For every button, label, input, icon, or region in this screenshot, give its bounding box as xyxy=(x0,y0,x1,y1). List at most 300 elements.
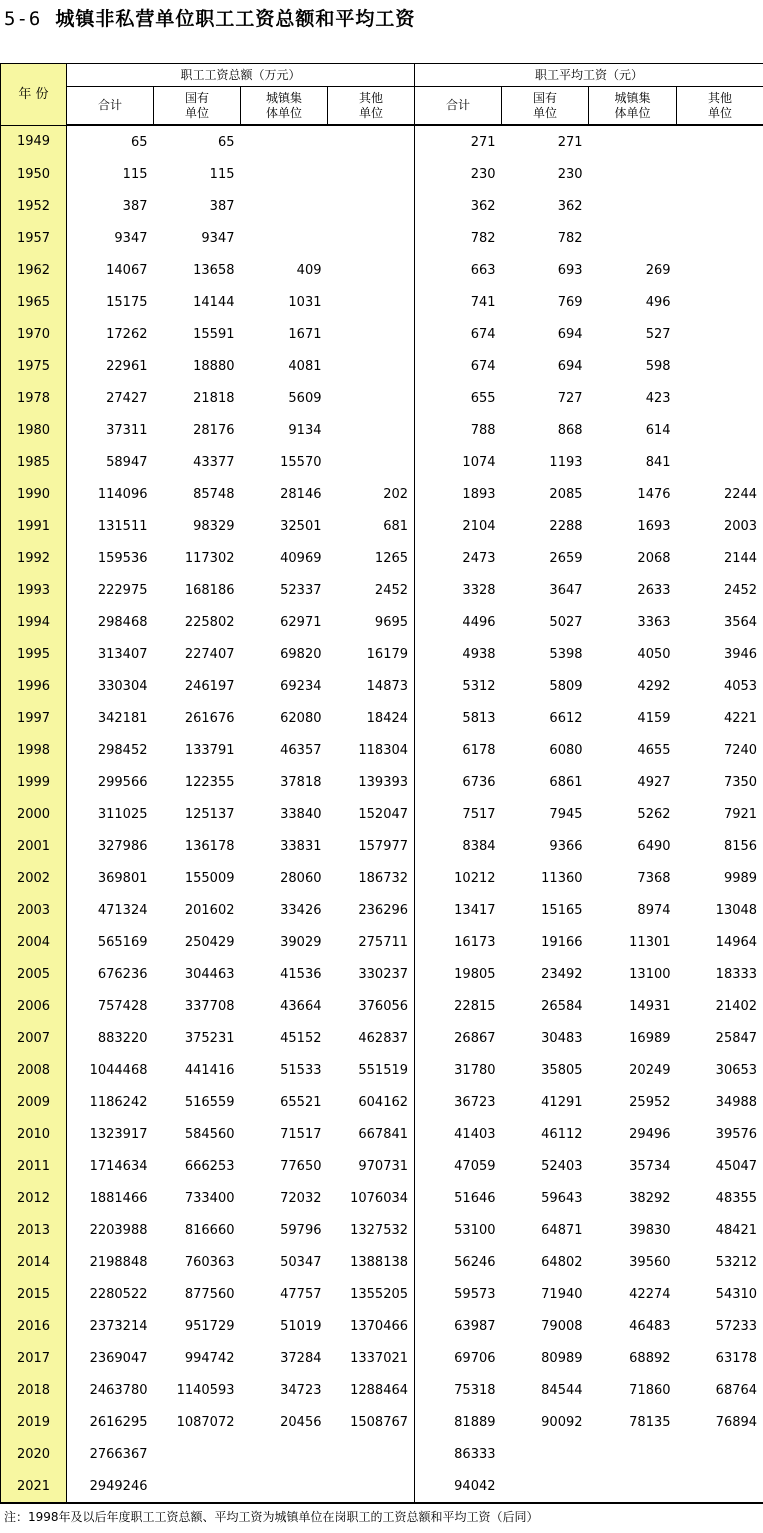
year-cell: 1962 xyxy=(1,254,67,286)
avg-state-owned-cell: 35805 xyxy=(541,1062,583,1078)
avg-urban-collective-cell xyxy=(589,125,677,158)
avg-state-owned-cell: 5398 xyxy=(549,646,583,662)
total-urban-collective-cell xyxy=(241,1470,328,1503)
total-other-cell: 681 xyxy=(328,510,415,542)
year-cell: 1975 xyxy=(1,350,67,382)
avg-state-owned-cell: 3647 xyxy=(549,582,583,598)
total-state-owned-cell: 85748 xyxy=(193,486,235,502)
table-row xyxy=(1,1182,763,1214)
avg-sum-cell: 6736 xyxy=(462,774,496,790)
total-other-cell: 970731 xyxy=(328,1150,415,1182)
total-urban-collective-cell: 69234 xyxy=(280,678,322,694)
table-row xyxy=(1,510,763,542)
avg-other-cell: 45047 xyxy=(677,1150,763,1182)
total-state-owned-cell xyxy=(154,1438,241,1470)
avg-state-owned-cell: 52403 xyxy=(541,1158,583,1174)
table-row xyxy=(1,446,763,478)
avg-state-owned-cell: 782 xyxy=(557,230,583,246)
avg-state-owned-cell: 26584 xyxy=(541,998,583,1014)
total-urban-collective-cell xyxy=(241,1438,328,1470)
avg-state-owned-cell: 64802 xyxy=(541,1254,583,1270)
table-row xyxy=(1,1342,763,1374)
table-body xyxy=(1,125,763,1503)
avg-state-owned-cell: 7945 xyxy=(549,806,583,822)
avg-sum-cell: 47059 xyxy=(454,1158,496,1174)
table-row xyxy=(1,766,763,798)
total-sum-cell: 1044468 xyxy=(89,1062,148,1078)
avg-urban-collective-cell xyxy=(589,190,677,222)
table-row xyxy=(1,1246,763,1278)
total-state-owned-cell: 441416 xyxy=(184,1062,235,1078)
avg-state-owned-cell: 6861 xyxy=(549,774,583,790)
total-other-cell: 186732 xyxy=(328,862,415,894)
avg-urban-collective-cell: 598 xyxy=(645,358,671,374)
total-sum-cell: 37311 xyxy=(106,422,148,438)
sub-header-row xyxy=(1,87,763,126)
total-other-cell: 1327532 xyxy=(328,1214,415,1246)
year-cell: 1997 xyxy=(1,702,67,734)
total-other-cell: 1355205 xyxy=(328,1278,415,1310)
year-cell: 2017 xyxy=(1,1342,67,1374)
avg-state-owned-cell: 15165 xyxy=(541,902,583,918)
total-urban-collective-cell xyxy=(241,125,328,158)
avg-sum-cell: 362 xyxy=(470,198,496,214)
avg-state-owned-cell: 2288 xyxy=(549,518,583,534)
total-urban-collective-cell: 37818 xyxy=(280,774,322,790)
avg-urban-collective-cell: 39830 xyxy=(629,1222,671,1238)
total-sum-cell: 676236 xyxy=(97,966,148,982)
total-urban-collective-cell: 409 xyxy=(296,262,322,278)
avg-sum-cell: 788 xyxy=(470,422,496,438)
avg-other-cell: 2003 xyxy=(677,510,763,542)
table-row xyxy=(1,1374,763,1406)
avg-state-owned-cell: 30483 xyxy=(541,1030,583,1046)
avg-sum-cell: 75318 xyxy=(454,1382,496,1398)
total-urban-collective-cell: 5609 xyxy=(288,390,322,406)
total-urban-collective-header: 城镇集 体单位 xyxy=(241,87,328,126)
total-other-cell: 157977 xyxy=(328,830,415,862)
avg-urban-collective-cell: 25952 xyxy=(629,1094,671,1110)
total-other-cell xyxy=(328,222,415,254)
table-row xyxy=(1,894,763,926)
table-row xyxy=(1,734,763,766)
total-sum-cell: 1186242 xyxy=(89,1094,148,1110)
avg-urban-collective-cell: 6490 xyxy=(637,838,671,854)
total-sum-cell: 222975 xyxy=(97,582,148,598)
avg-sum-cell: 655 xyxy=(470,390,496,406)
avg-other-cell: 3946 xyxy=(677,638,763,670)
avg-urban-collective-cell: 2068 xyxy=(637,550,671,566)
total-urban-collective-cell: 46357 xyxy=(280,742,322,758)
table-row xyxy=(1,798,763,830)
avg-state-owned-cell xyxy=(502,1438,589,1470)
total-urban-collective-cell: 15570 xyxy=(280,454,322,470)
table-row xyxy=(1,286,763,318)
avg-other-cell xyxy=(677,190,763,222)
total-state-owned-cell: 1140593 xyxy=(176,1382,235,1398)
table-row xyxy=(1,318,763,350)
avg-other-cell: 7350 xyxy=(677,766,763,798)
year-cell: 1990 xyxy=(1,478,67,510)
avg-urban-collective-cell: 614 xyxy=(645,422,671,438)
table-row xyxy=(1,254,763,286)
avg-other-cell: 39576 xyxy=(677,1118,763,1150)
total-sum-cell: 342181 xyxy=(97,710,148,726)
total-state-owned-cell: 733400 xyxy=(184,1190,235,1206)
total-other-cell xyxy=(328,125,415,158)
avg-other-cell xyxy=(677,382,763,414)
total-sum-cell: 311025 xyxy=(97,806,148,822)
total-sum-cell: 883220 xyxy=(97,1030,148,1046)
total-other-cell: 330237 xyxy=(328,958,415,990)
avg-sum-cell: 26867 xyxy=(454,1030,496,1046)
table-row xyxy=(1,1310,763,1342)
avg-urban-collective-cell: 16989 xyxy=(629,1030,671,1046)
avg-urban-collective-cell: 4159 xyxy=(637,710,671,726)
total-sum-cell: 27427 xyxy=(106,390,148,406)
total-urban-collective-cell: 71517 xyxy=(280,1126,322,1142)
total-state-owned-cell: 14144 xyxy=(193,294,235,310)
avg-urban-collective-cell: 38292 xyxy=(629,1190,671,1206)
year-cell: 2006 xyxy=(1,990,67,1022)
total-urban-collective-cell xyxy=(241,190,328,222)
avg-other-cell: 13048 xyxy=(677,894,763,926)
total-urban-collective-cell: 40969 xyxy=(280,550,322,566)
year-cell: 2015 xyxy=(1,1278,67,1310)
avg-sum-cell: 1074 xyxy=(462,454,496,470)
avg-sum-cell: 94042 xyxy=(415,1470,502,1503)
avg-sum-cell: 41403 xyxy=(454,1126,496,1142)
total-sum-cell: 159536 xyxy=(97,550,148,566)
year-cell: 1965 xyxy=(1,286,67,318)
total-state-owned-cell: 201602 xyxy=(184,902,235,918)
total-urban-collective-cell: 69820 xyxy=(280,646,322,662)
avg-sum-header: 合计 xyxy=(415,87,502,126)
table-row xyxy=(1,1278,763,1310)
table-row xyxy=(1,1470,763,1503)
avg-urban-collective-cell: 29496 xyxy=(629,1126,671,1142)
avg-other-cell: 34988 xyxy=(677,1086,763,1118)
total-urban-collective-cell: 51019 xyxy=(280,1318,322,1334)
avg-urban-collective-cell: 7368 xyxy=(637,870,671,886)
total-sum-cell: 115 xyxy=(122,166,148,182)
avg-state-owned-cell xyxy=(502,1470,589,1503)
avg-urban-collective-cell: 496 xyxy=(645,294,671,310)
avg-sum-cell: 56246 xyxy=(454,1254,496,1270)
avg-urban-collective-cell: 42274 xyxy=(629,1286,671,1302)
total-urban-collective-cell: 50347 xyxy=(280,1254,322,1270)
table-title: 城镇非私营单位职工工资总额和平均工资 xyxy=(55,8,416,30)
total-state-owned-cell: 133791 xyxy=(184,742,235,758)
total-sum-cell: 15175 xyxy=(106,294,148,310)
table-row xyxy=(1,702,763,734)
total-other-cell: 1388138 xyxy=(328,1246,415,1278)
total-state-owned-cell: 666253 xyxy=(184,1158,235,1174)
year-cell: 1996 xyxy=(1,670,67,702)
avg-state-owned-cell: 693 xyxy=(557,262,583,278)
total-state-owned-cell: 584560 xyxy=(184,1126,235,1142)
avg-urban-collective-cell: 4050 xyxy=(637,646,671,662)
year-cell: 1992 xyxy=(1,542,67,574)
avg-urban-collective-header: 城镇集 体单位 xyxy=(589,87,677,126)
year-cell: 2019 xyxy=(1,1406,67,1438)
total-sum-cell: 2203988 xyxy=(89,1222,148,1238)
total-state-owned-cell: 951729 xyxy=(184,1318,235,1334)
total-sum-cell: 114096 xyxy=(97,486,148,502)
total-sum-cell: 2373214 xyxy=(89,1318,148,1334)
year-cell: 2018 xyxy=(1,1374,67,1406)
total-urban-collective-cell: 43664 xyxy=(280,998,322,1014)
avg-other-cell: 57233 xyxy=(677,1310,763,1342)
year-cell: 2001 xyxy=(1,830,67,862)
avg-sum-cell: 63987 xyxy=(454,1318,496,1334)
avg-sum-cell: 8384 xyxy=(462,838,496,854)
total-urban-collective-cell: 33840 xyxy=(280,806,322,822)
total-sum-cell: 298468 xyxy=(97,614,148,630)
year-cell: 1998 xyxy=(1,734,67,766)
year-cell: 2004 xyxy=(1,926,67,958)
avg-other-cell: 48421 xyxy=(677,1214,763,1246)
total-sum-cell: 131511 xyxy=(97,518,148,534)
total-other-header: 其他 单位 xyxy=(328,87,415,126)
total-other-cell: 139393 xyxy=(328,766,415,798)
year-cell: 1970 xyxy=(1,318,67,350)
total-other-cell: 604162 xyxy=(328,1086,415,1118)
total-other-cell: 9695 xyxy=(328,606,415,638)
avg-other-cell: 63178 xyxy=(677,1342,763,1374)
total-sum-cell: 58947 xyxy=(106,454,148,470)
avg-state-owned-cell: 80989 xyxy=(541,1350,583,1366)
total-other-cell: 551519 xyxy=(328,1054,415,1086)
avg-other-cell: 3564 xyxy=(677,606,763,638)
year-cell: 1993 xyxy=(1,574,67,606)
avg-other-cell xyxy=(677,254,763,286)
avg-urban-collective-cell: 269 xyxy=(645,262,671,278)
avg-sum-cell: 741 xyxy=(470,294,496,310)
avg-urban-collective-cell: 1476 xyxy=(637,486,671,502)
year-cell: 2008 xyxy=(1,1054,67,1086)
total-state-owned-cell: 760363 xyxy=(184,1254,235,1270)
total-sum-cell: 2280522 xyxy=(89,1286,148,1302)
total-urban-collective-cell xyxy=(241,222,328,254)
total-urban-collective-cell: 34723 xyxy=(280,1382,322,1398)
total-urban-collective-cell: 45152 xyxy=(280,1030,322,1046)
avg-other-cell: 48355 xyxy=(677,1182,763,1214)
avg-state-owned-cell: 6612 xyxy=(549,710,583,726)
avg-urban-collective-cell: 39560 xyxy=(629,1254,671,1270)
avg-other-cell xyxy=(677,350,763,382)
total-state-owned-cell: 387 xyxy=(209,198,235,214)
total-state-owned-cell: 122355 xyxy=(184,774,235,790)
avg-sum-cell: 19805 xyxy=(454,966,496,982)
avg-state-owned-cell: 694 xyxy=(557,326,583,342)
table-row xyxy=(1,958,763,990)
avg-sum-cell: 22815 xyxy=(454,998,496,1014)
total-state-owned-cell: 136178 xyxy=(184,838,235,854)
avg-other-cell xyxy=(677,286,763,318)
avg-sum-cell: 59573 xyxy=(454,1286,496,1302)
avg-other-cell: 76894 xyxy=(677,1406,763,1438)
footnote: 注：1998年及以后年度职工工资总额、平均工资为城镇单位在岗职工的工资总额和平均工资（后同） xyxy=(4,1510,539,1524)
total-sum-cell: 298452 xyxy=(97,742,148,758)
total-other-cell: 1288464 xyxy=(328,1374,415,1406)
year-cell: 1980 xyxy=(1,414,67,446)
avg-sum-cell: 782 xyxy=(470,230,496,246)
avg-urban-collective-cell xyxy=(589,1438,677,1470)
avg-urban-collective-cell: 35734 xyxy=(629,1158,671,1174)
total-other-cell: 1265 xyxy=(328,542,415,574)
table-row xyxy=(1,414,763,446)
avg-sum-cell: 86333 xyxy=(454,1446,496,1462)
total-state-owned-cell: 168186 xyxy=(184,582,235,598)
table-row xyxy=(1,990,763,1022)
total-other-cell xyxy=(328,382,415,414)
table-row xyxy=(1,926,763,958)
avg-other-cell xyxy=(677,125,763,158)
avg-state-owned-header: 国有 单位 xyxy=(502,87,589,126)
table-row xyxy=(1,606,763,638)
avg-other-cell xyxy=(677,318,763,350)
avg-sum-cell: 4938 xyxy=(462,646,496,662)
avg-other-cell: 14964 xyxy=(677,926,763,958)
total-urban-collective-cell: 33426 xyxy=(280,902,322,918)
avg-state-owned-cell: 11360 xyxy=(541,870,583,886)
year-cell: 2005 xyxy=(1,958,67,990)
table-row xyxy=(1,1022,763,1054)
total-other-cell: 236296 xyxy=(328,894,415,926)
avg-urban-collective-cell: 8974 xyxy=(637,902,671,918)
avg-urban-collective-cell: 14931 xyxy=(629,998,671,1014)
year-cell: 2021 xyxy=(1,1470,67,1503)
avg-state-owned-cell: 1193 xyxy=(549,454,583,470)
total-sum-cell: 369801 xyxy=(97,870,148,886)
total-other-cell: 1370466 xyxy=(328,1310,415,1342)
avg-urban-collective-cell: 4292 xyxy=(637,678,671,694)
table-number: 5-6 xyxy=(4,8,42,30)
year-cell: 2000 xyxy=(1,798,67,830)
total-urban-collective-cell: 39029 xyxy=(280,934,322,950)
avg-other-cell: 54310 xyxy=(677,1278,763,1310)
total-urban-collective-cell: 51533 xyxy=(280,1062,322,1078)
total-other-cell: 667841 xyxy=(328,1118,415,1150)
avg-state-owned-cell: 90092 xyxy=(541,1414,583,1430)
total-urban-collective-cell: 33831 xyxy=(280,838,322,854)
table-row xyxy=(1,574,763,606)
avg-urban-collective-cell: 13100 xyxy=(629,966,671,982)
avg-state-owned-cell: 19166 xyxy=(541,934,583,950)
avg-other-cell xyxy=(677,1470,763,1503)
total-sum-cell: 471324 xyxy=(97,902,148,918)
total-sum-cell: 65 xyxy=(130,134,148,150)
total-urban-collective-cell: 72032 xyxy=(280,1190,322,1206)
avg-wage-group-header: 职工平均工资（元） xyxy=(415,64,763,87)
total-sum-cell: 387 xyxy=(122,198,148,214)
total-urban-collective-cell: 62971 xyxy=(280,614,322,630)
avg-state-owned-cell: 2659 xyxy=(549,550,583,566)
year-cell: 1985 xyxy=(1,446,67,478)
total-urban-collective-cell: 1031 xyxy=(288,294,322,310)
total-other-cell: 1337021 xyxy=(328,1342,415,1374)
avg-state-owned-cell: 230 xyxy=(557,166,583,182)
avg-state-owned-cell: 362 xyxy=(557,198,583,214)
avg-other-cell xyxy=(677,446,763,478)
avg-sum-cell: 1893 xyxy=(462,486,496,502)
total-state-owned-cell: 994742 xyxy=(184,1350,235,1366)
table-row xyxy=(1,1118,763,1150)
total-other-cell: 462837 xyxy=(328,1022,415,1054)
total-state-owned-cell: 516559 xyxy=(184,1094,235,1110)
avg-other-cell xyxy=(677,158,763,190)
avg-other-cell: 9989 xyxy=(677,862,763,894)
total-state-owned-cell: 21818 xyxy=(193,390,235,406)
total-sum-cell: 330304 xyxy=(97,678,148,694)
total-state-owned-header: 国有 单位 xyxy=(154,87,241,126)
total-other-cell: 2452 xyxy=(328,574,415,606)
total-other-cell: 1076034 xyxy=(328,1182,415,1214)
total-other-cell xyxy=(328,414,415,446)
year-cell: 2010 xyxy=(1,1118,67,1150)
total-state-owned-cell: 261676 xyxy=(184,710,235,726)
total-sum-cell: 2766367 xyxy=(89,1446,148,1462)
avg-other-cell: 30653 xyxy=(677,1054,763,1086)
total-sum-cell: 2616295 xyxy=(89,1414,148,1430)
total-urban-collective-cell: 9134 xyxy=(288,422,322,438)
year-cell: 2013 xyxy=(1,1214,67,1246)
year-header: 年 份 xyxy=(1,64,67,126)
total-sum-cell: 757428 xyxy=(97,998,148,1014)
total-sum-cell: 2198848 xyxy=(89,1254,148,1270)
avg-other-cell: 7921 xyxy=(677,798,763,830)
total-state-owned-cell: 227407 xyxy=(184,646,235,662)
table-row xyxy=(1,222,763,254)
total-sum-cell: 1323917 xyxy=(89,1126,148,1142)
avg-other-cell: 18333 xyxy=(677,958,763,990)
total-state-owned-cell: 125137 xyxy=(184,806,235,822)
total-urban-collective-cell: 41536 xyxy=(280,966,322,982)
total-urban-collective-cell: 20456 xyxy=(280,1414,322,1430)
avg-urban-collective-cell: 71860 xyxy=(629,1382,671,1398)
total-state-owned-cell: 246197 xyxy=(184,678,235,694)
total-state-owned-cell: 43377 xyxy=(193,454,235,470)
avg-other-header: 其他 单位 xyxy=(677,87,763,126)
avg-sum-cell: 36723 xyxy=(454,1094,496,1110)
year-cell: 2020 xyxy=(1,1438,67,1470)
total-state-owned-cell: 13658 xyxy=(193,262,235,278)
year-cell: 2009 xyxy=(1,1086,67,1118)
avg-sum-cell: 7517 xyxy=(462,806,496,822)
avg-urban-collective-cell: 78135 xyxy=(629,1414,671,1430)
total-other-cell xyxy=(328,318,415,350)
avg-other-cell: 4053 xyxy=(677,670,763,702)
total-other-cell: 152047 xyxy=(328,798,415,830)
year-cell: 1994 xyxy=(1,606,67,638)
total-urban-collective-cell: 52337 xyxy=(280,582,322,598)
total-other-cell: 275711 xyxy=(328,926,415,958)
avg-state-owned-cell: 5809 xyxy=(549,678,583,694)
avg-sum-cell: 5813 xyxy=(462,710,496,726)
total-other-cell xyxy=(328,286,415,318)
table-row xyxy=(1,190,763,222)
total-state-owned-cell: 28176 xyxy=(193,422,235,438)
avg-state-owned-cell: 271 xyxy=(557,134,583,150)
total-sum-cell: 565169 xyxy=(97,934,148,950)
wage-table-container xyxy=(0,63,763,1504)
table-row xyxy=(1,670,763,702)
table-row xyxy=(1,350,763,382)
total-state-owned-cell xyxy=(154,1470,241,1503)
avg-urban-collective-cell: 527 xyxy=(645,326,671,342)
avg-sum-cell: 81889 xyxy=(454,1414,496,1430)
